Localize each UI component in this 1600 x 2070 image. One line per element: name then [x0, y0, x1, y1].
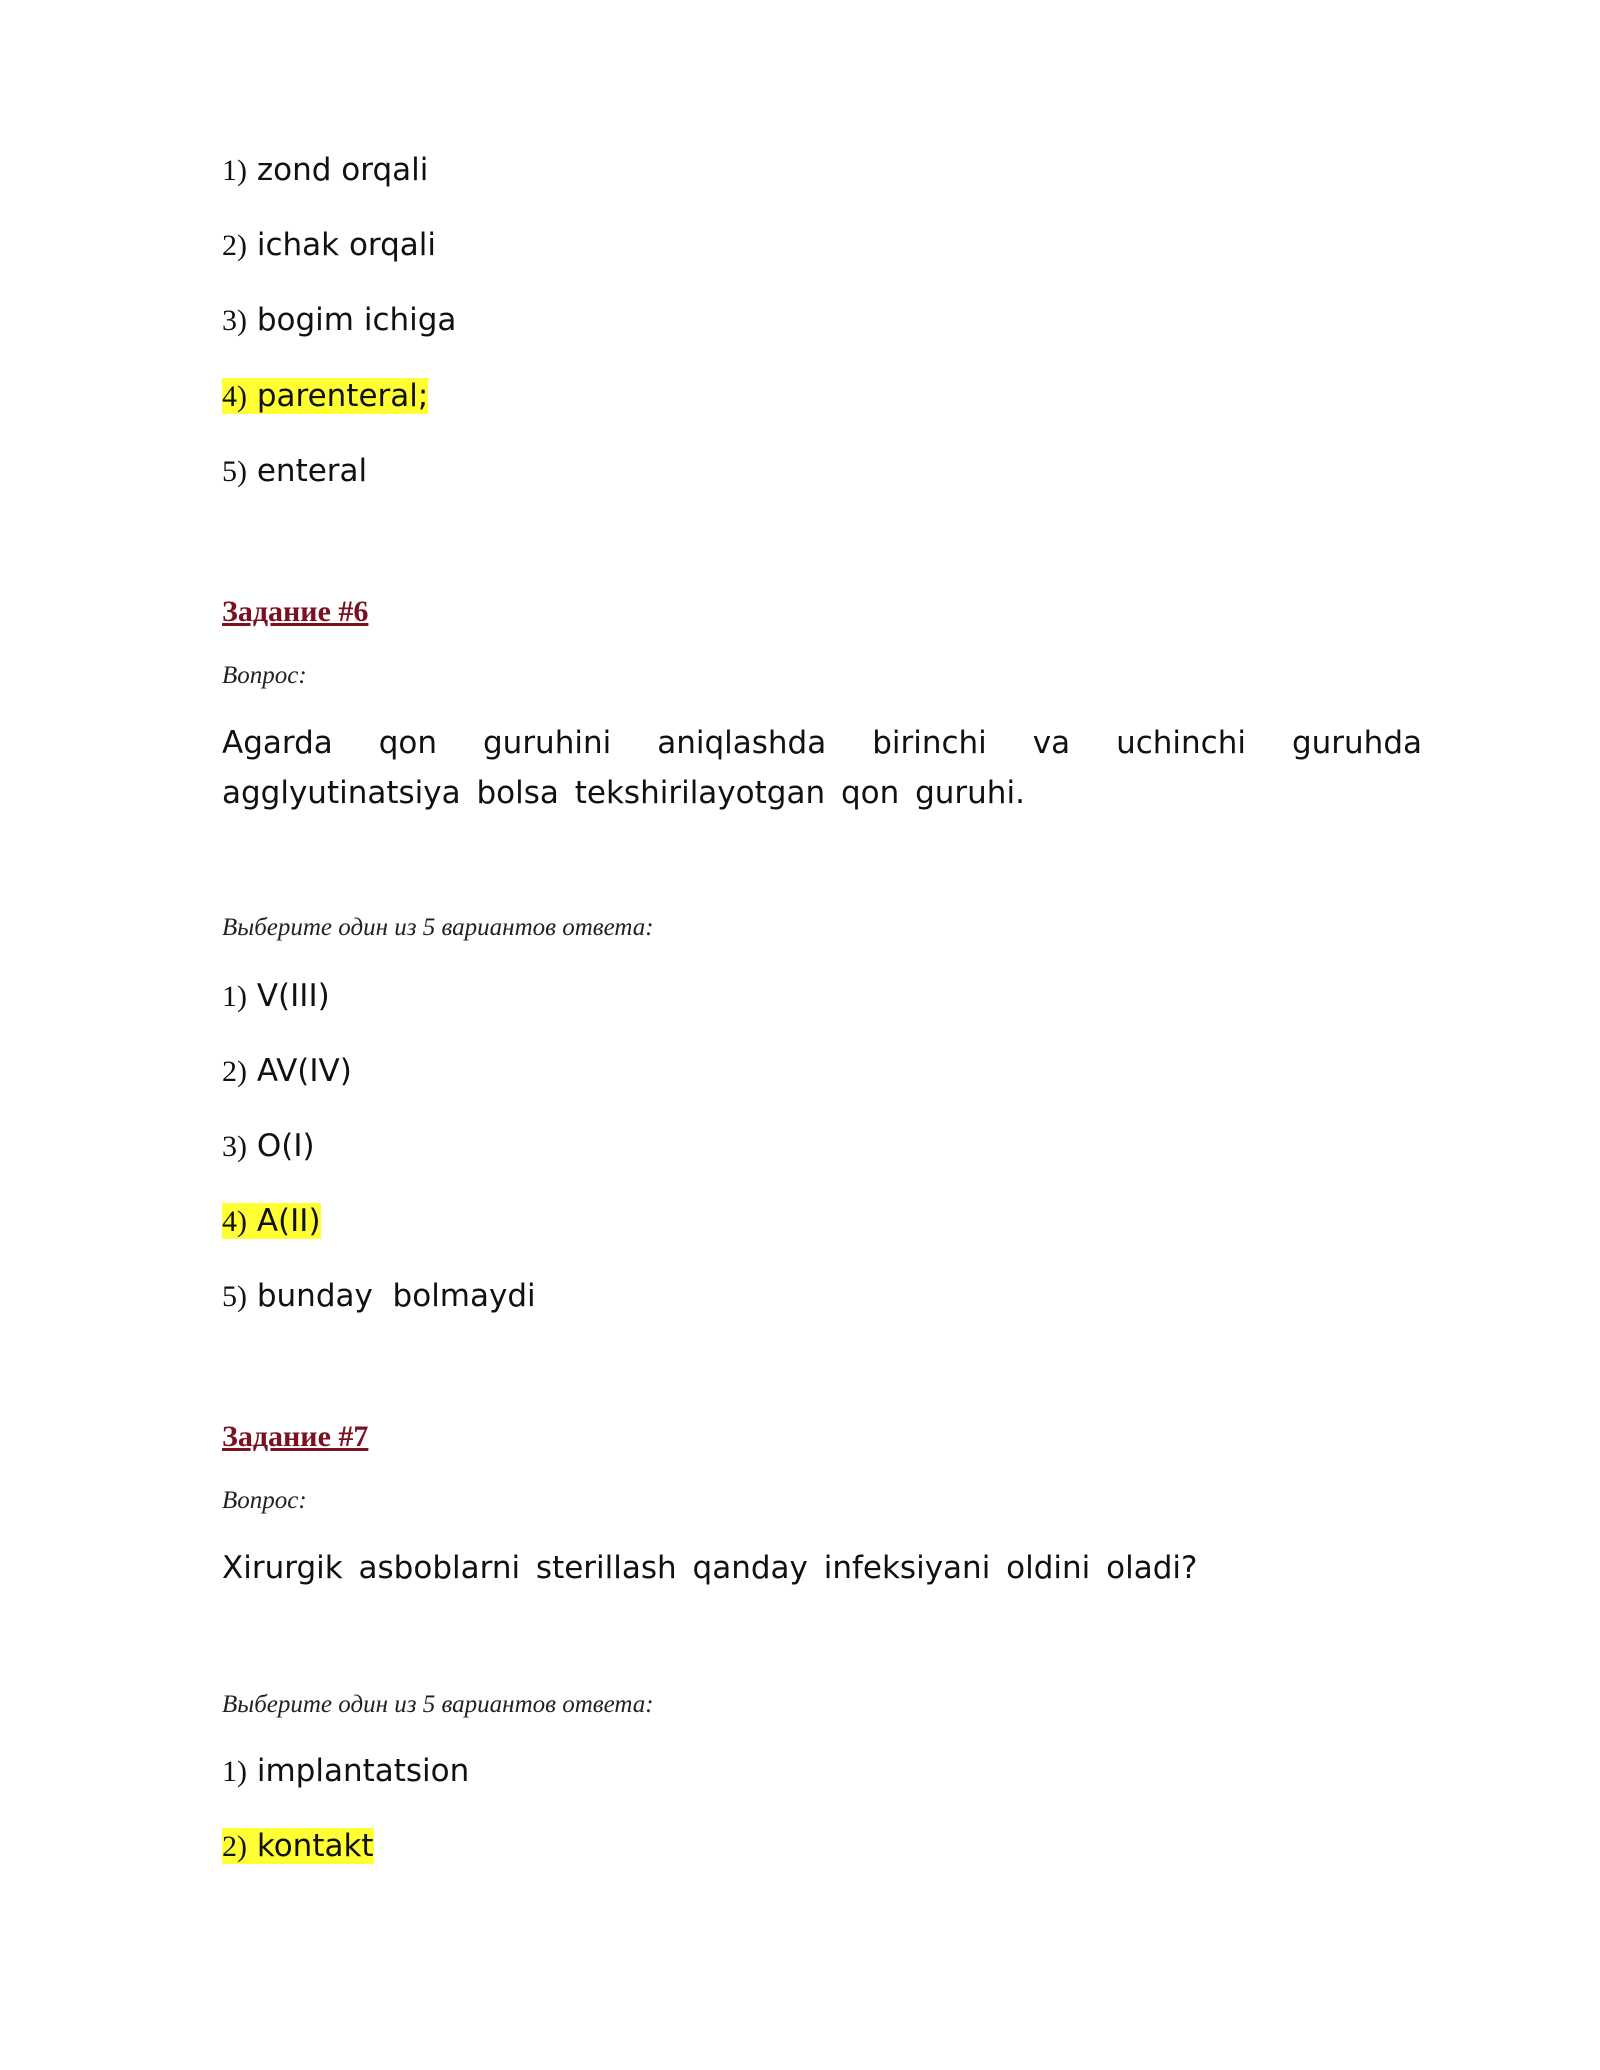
task-7-question-label: Вопрос:: [222, 1487, 307, 1514]
task-6-choose-label: Выберите один из 5 вариантов ответа:: [222, 914, 654, 941]
task-6-title: Задание #6: [222, 595, 369, 628]
option-number: 4): [222, 380, 247, 413]
option-text: enteral: [247, 453, 368, 489]
option-number: 1): [222, 154, 247, 187]
option-text: O(I): [247, 1128, 315, 1164]
prev-option-1: [222, 148, 428, 193]
task-6-option-3: [222, 1124, 315, 1169]
option-number: 3): [222, 304, 247, 337]
option-text: A(II): [247, 1203, 321, 1239]
task-7-option-1: [222, 1749, 469, 1794]
task-6-question-label: Вопрос:: [222, 662, 307, 689]
option-number: 2): [222, 229, 247, 262]
option-text: zond orqali: [247, 152, 429, 188]
option-text: ichak orqali: [247, 227, 437, 263]
prev-option-4-correct: [222, 374, 428, 419]
task-6-option-2: [222, 1049, 352, 1094]
option-number: 1): [222, 980, 247, 1013]
option-number: 3): [222, 1130, 247, 1163]
option-text: V(III): [247, 978, 330, 1014]
prev-option-5: [222, 449, 367, 494]
task-6-option-4-correct: [222, 1199, 321, 1244]
option-number: 5): [222, 455, 247, 488]
task-7-option-2-correct: [222, 1824, 374, 1869]
answer-highlight: [222, 378, 428, 414]
task-7-question: Xirurgik asboblarni sterillash qanday infeksiyani oldini oladi?: [222, 1550, 1198, 1586]
prev-option-2: [222, 223, 436, 268]
option-number: 5): [222, 1280, 247, 1313]
option-number: 2): [222, 1830, 247, 1863]
option-text: kontakt: [247, 1828, 374, 1864]
task-6-option-5: [222, 1274, 536, 1319]
option-text: AV(IV): [247, 1053, 352, 1089]
option-number: 1): [222, 1755, 247, 1788]
answer-highlight: [222, 1203, 321, 1239]
option-text: parenteral;: [247, 378, 429, 414]
option-text: bunday bolmaydi: [247, 1278, 536, 1314]
task-6-question: Agarda qon guruhini aniqlashda birinchi va uchinchi guruhda agglyutinatsiya bolsa tekshirilayotgan qon guruhi.: [222, 725, 1422, 811]
task-7-title: Задание #7: [222, 1420, 369, 1453]
answer-highlight: [222, 1828, 374, 1864]
option-text: implantatsion: [247, 1753, 470, 1789]
option-number: 4): [222, 1205, 247, 1238]
option-number: 2): [222, 1055, 247, 1088]
option-text: bogim ichiga: [247, 302, 457, 338]
prev-option-3: [222, 298, 456, 343]
task-7-choose-label: Выберите один из 5 вариантов ответа:: [222, 1691, 654, 1718]
task-6-option-1: [222, 974, 330, 1019]
